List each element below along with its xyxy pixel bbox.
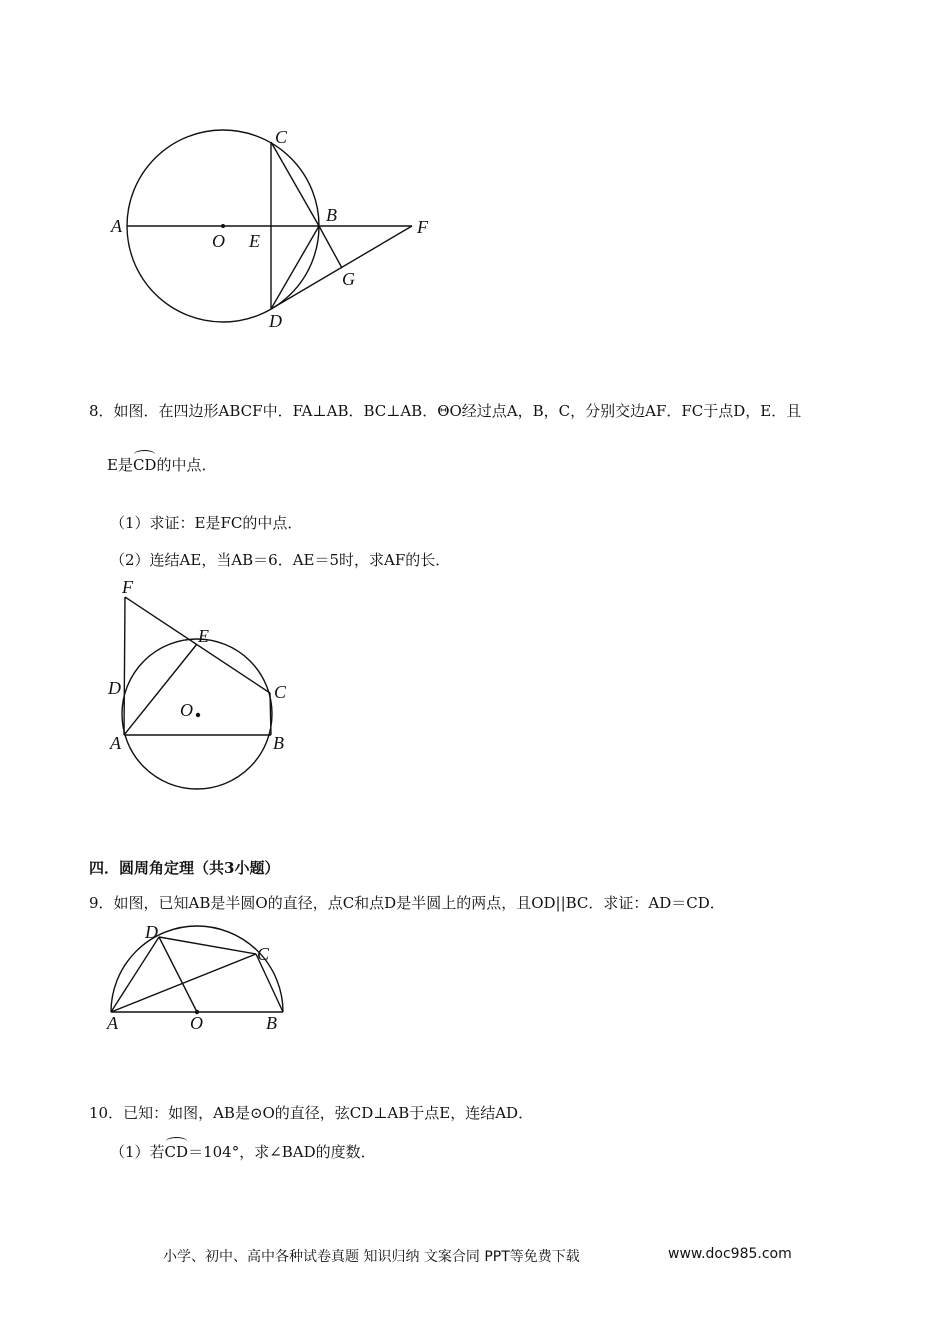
label-e: E (249, 231, 260, 251)
question-8-line-1: 8．如图．在四边形ABCF中．FA⊥AB．BC⊥AB．ΘO经过点A，B，C，分别交边AF．FC于点D，E．且 (89, 402, 802, 420)
segment-df (271, 226, 412, 309)
label-c: C (257, 944, 270, 964)
q8-line2-pre: E是 (107, 456, 133, 474)
segment-fa (124, 597, 125, 735)
q10-part1-pre: （1）若 (110, 1143, 165, 1161)
figure-question-9 (100, 920, 290, 1040)
arc-cd-label: CD (132, 456, 157, 474)
label-d: D (145, 922, 158, 942)
label-c: C (275, 127, 288, 147)
center-point-o (196, 713, 200, 717)
label-a: A (107, 1013, 118, 1033)
section-4-title: 四．圆周角定理（共3小题） (89, 859, 280, 877)
label-d: D (108, 678, 121, 698)
label-o: O (190, 1013, 203, 1033)
label-b: B (273, 733, 284, 753)
label-a: A (111, 216, 122, 236)
q10-part1-post: ＝104°，求∠BAD的度数． (188, 1143, 376, 1161)
footer-text: 小学、初中、高中各种试卷真题 知识归纳 文案合同 PPT等免费下载 (163, 1249, 580, 1265)
question-10-text: 10．已知：如图，AB是⊙O的直径，弦CD⊥AB于点E，连结AD． (89, 1104, 534, 1122)
label-b: B (326, 205, 337, 225)
question-8-line-2 (107, 455, 216, 475)
question-9-text: 9．如图，已知AB是半圆O的直径，点C和点D是半圆上的两点，且OD||BC．求证：AD＝CD． (89, 894, 725, 912)
segment-dc (159, 937, 256, 954)
segment-bd (271, 226, 319, 309)
question-10-part-1 (110, 1142, 376, 1162)
segment-ad (111, 937, 159, 1012)
label-f: F (417, 217, 428, 237)
q8-line2-post: 的中点． (156, 456, 217, 474)
segment-do (159, 937, 197, 1012)
label-a: A (110, 733, 121, 753)
label-o: O (180, 700, 193, 720)
semicircle-arc (111, 926, 283, 1012)
figure-question-8 (100, 575, 300, 790)
segment-bg (319, 226, 342, 268)
segment-ae (124, 644, 197, 735)
label-f: F (122, 577, 133, 597)
segment-cb (271, 142, 319, 226)
label-d: D (269, 311, 282, 331)
arc-cd-label: CD (164, 1143, 189, 1161)
label-o: O (212, 231, 225, 251)
label-c: C (274, 682, 287, 702)
question-8-part-2: （2）连结AE，当AB＝6．AE＝5时，求AF的长． (110, 551, 451, 569)
segment-bc (270, 693, 271, 735)
footer-website-link[interactable]: www.doc985.com (668, 1246, 792, 1262)
question-8-part-1: （1）求证：E是FC的中点． (110, 514, 303, 532)
figure-question-7 (100, 115, 450, 340)
label-e: E (198, 626, 209, 646)
segment-ac (111, 954, 256, 1012)
center-point-o (221, 224, 225, 228)
label-g: G (342, 269, 355, 289)
label-b: B (266, 1013, 277, 1033)
